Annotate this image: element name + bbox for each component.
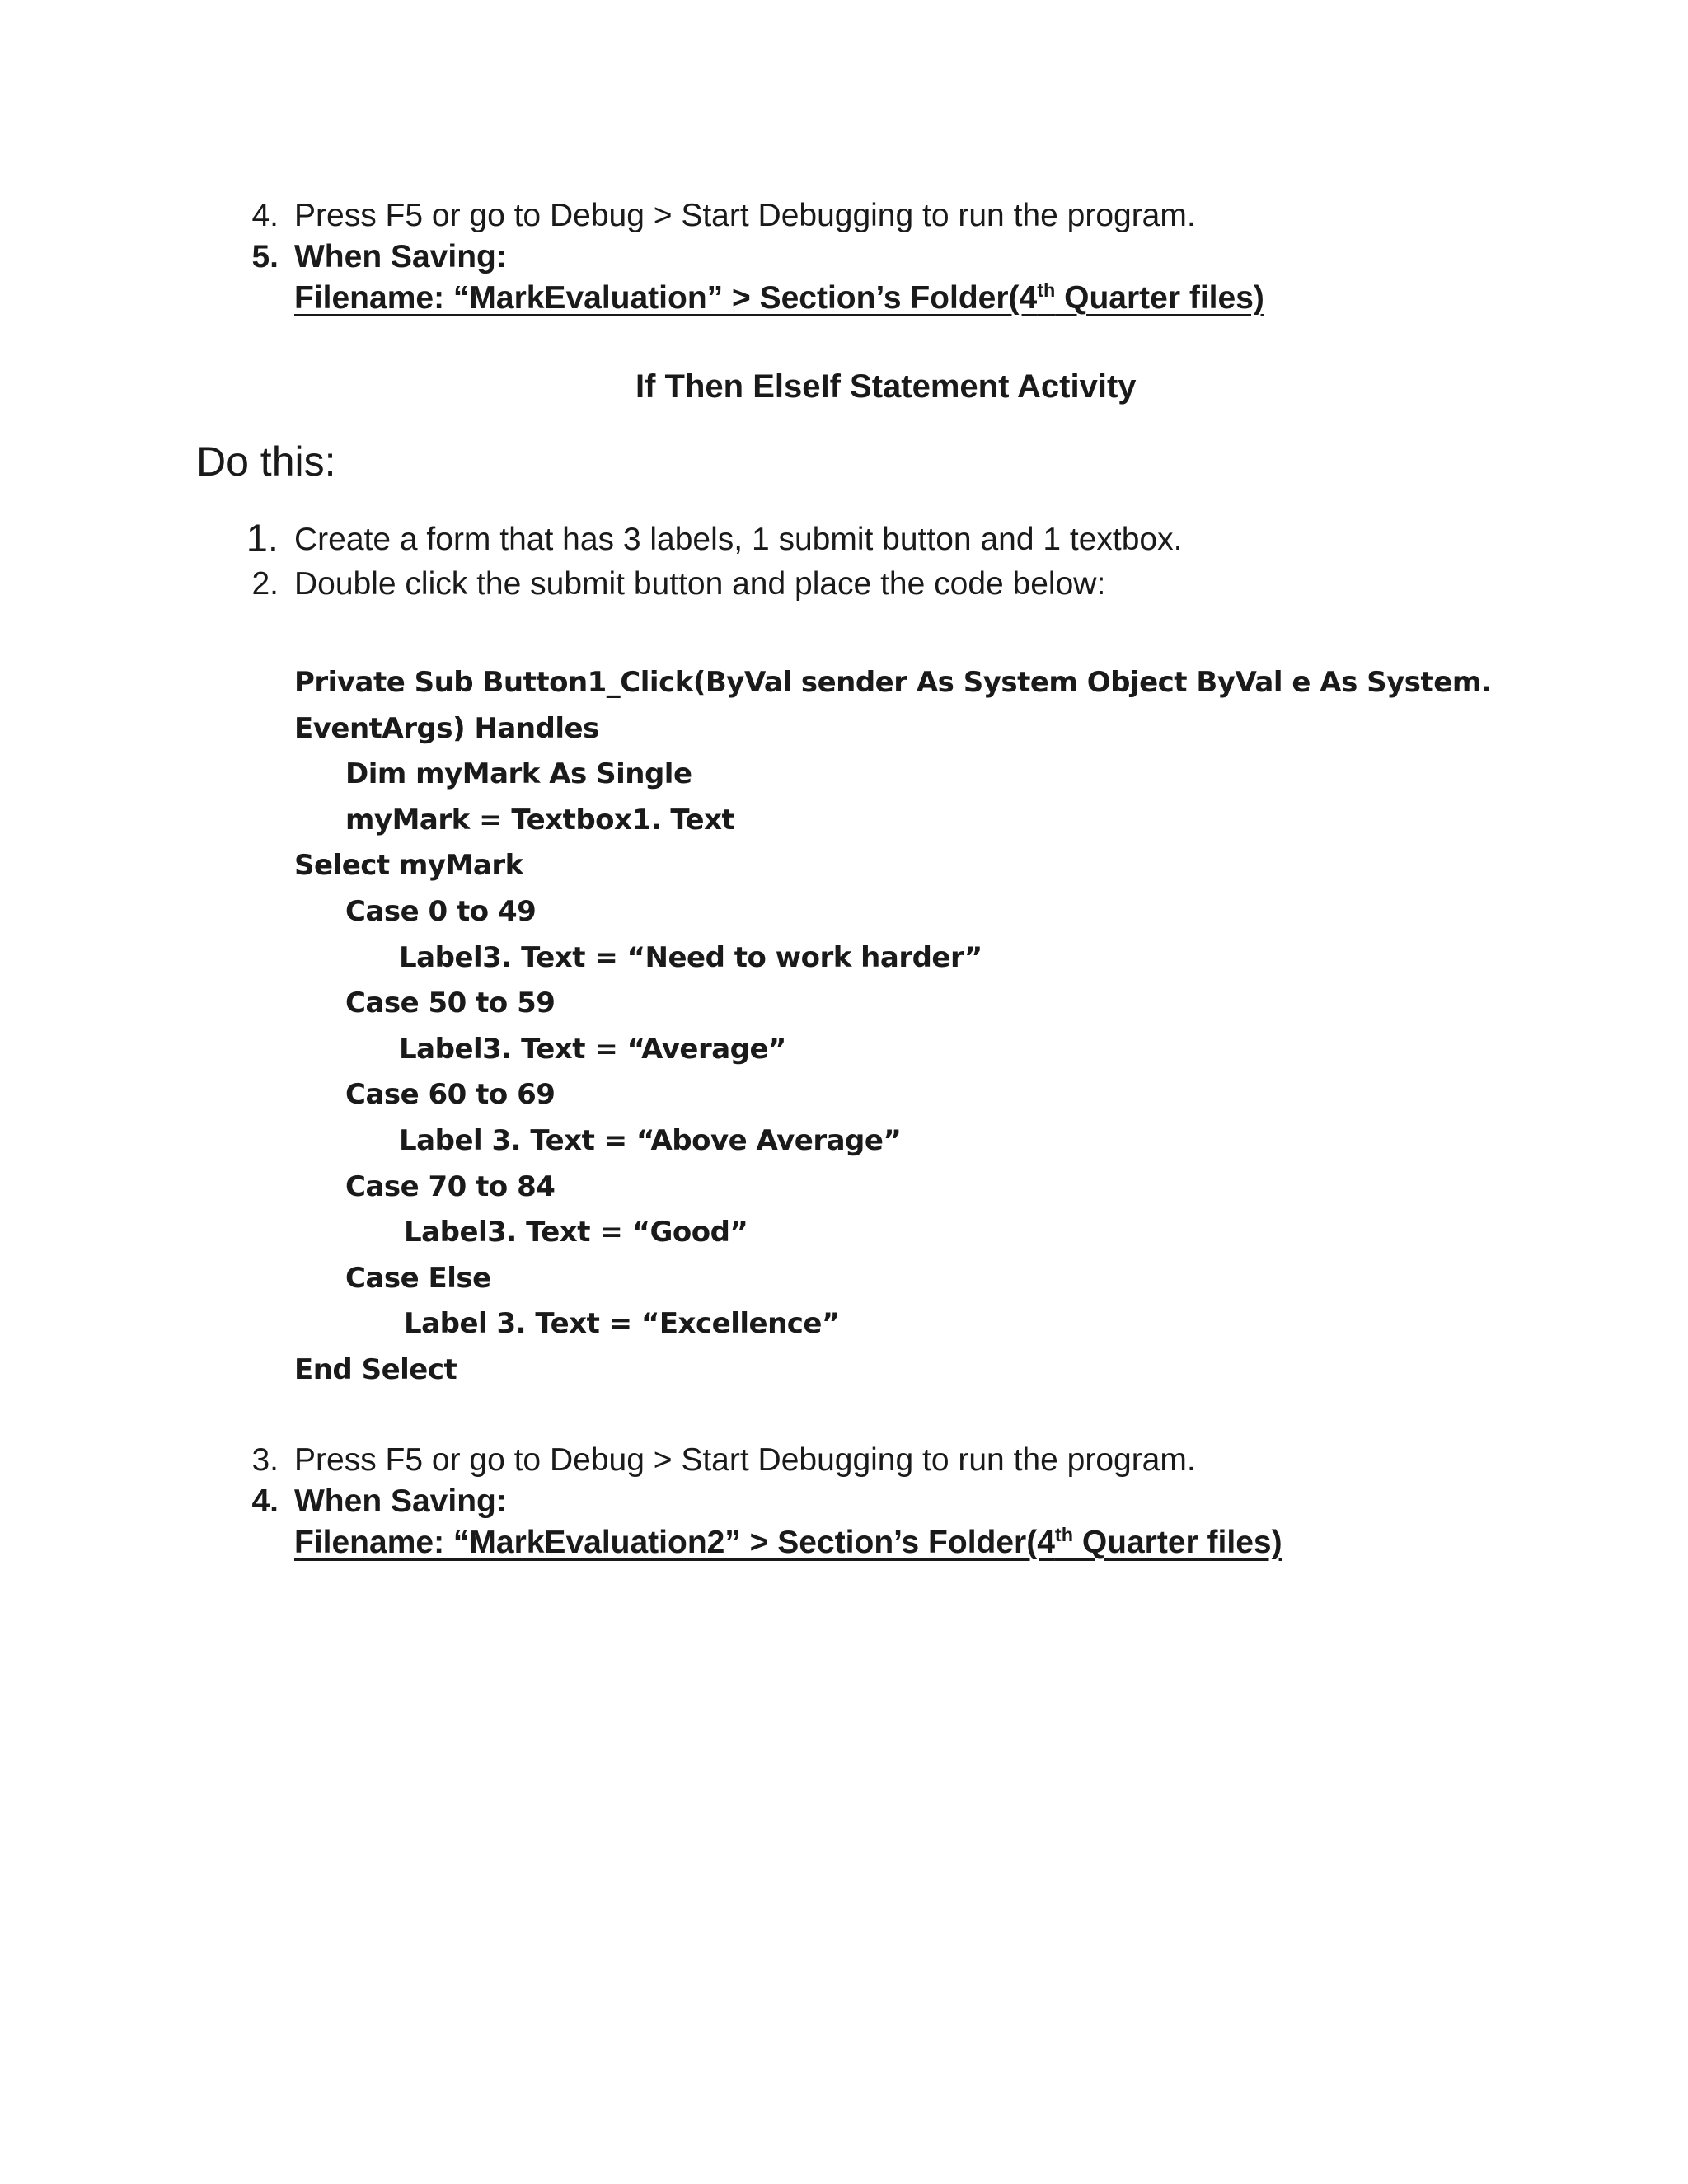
- code-line: Label 3. Text = “Excellence”: [404, 1307, 840, 1340]
- list-item-text: Create a form that has 3 labels, 1 submit button and 1 textbox.: [294, 522, 1183, 557]
- list-number: 2.: [251, 566, 279, 602]
- list-number: 5.: [251, 239, 279, 274]
- code-line: Dim myMark As Single: [345, 757, 692, 790]
- code-line: Label3. Text = “Average”: [399, 1033, 786, 1066]
- code-line: myMark = Textbox1. Text: [345, 804, 735, 837]
- top-filename: [294, 279, 1264, 318]
- list-item-text: Double click the submit button and place the code below:: [294, 566, 1106, 602]
- filename-suffix: Quarter files): [1072, 1525, 1282, 1560]
- do-this-label: Do this:: [196, 438, 336, 485]
- code-line: End Select: [294, 1353, 457, 1386]
- list-number: 1.: [246, 516, 279, 560]
- code-line: Case 0 to 49: [345, 895, 537, 928]
- list-item-text: Press F5 or go to Debug > Start Debugging to run the program.: [294, 198, 1196, 233]
- list-number: 4.: [251, 1483, 279, 1519]
- code-line: Case 60 to 69: [345, 1078, 556, 1111]
- code-line: Case 50 to 59: [345, 987, 556, 1019]
- filename-superscript: th: [1054, 1524, 1073, 1545]
- list-item-text: Press F5 or go to Debug > Start Debugging to run the program.: [294, 1442, 1196, 1478]
- code-line: Label3. Text = “Need to work harder”: [399, 941, 982, 974]
- code-line: Case 70 to 84: [345, 1170, 556, 1203]
- code-line: Select myMark: [294, 849, 523, 882]
- list-number: 3.: [251, 1442, 279, 1478]
- activity-heading: If Then ElseIf Statement Activity: [635, 368, 1137, 405]
- code-line: Label3. Text = “Good”: [404, 1216, 748, 1249]
- filename-superscript: th: [1037, 279, 1056, 301]
- bottom-filename: [294, 1523, 1282, 1563]
- code-line: Label 3. Text = “Above Average”: [399, 1124, 902, 1157]
- filename-prefix: Filename: “MarkEvaluation2” > Section’s Folder(4: [294, 1525, 1055, 1560]
- code-line: Private Sub Button1_Click(ByVal sender As System Object ByVal e As System.: [294, 666, 1492, 699]
- when-saving-label: When Saving:: [294, 239, 507, 274]
- filename-prefix: Filename: “MarkEvaluation” > Section’s Folder(4: [294, 280, 1038, 316]
- code-line: EventArgs) Handles: [294, 712, 599, 745]
- code-line: Case Else: [345, 1262, 491, 1295]
- filename-suffix: Quarter files): [1055, 280, 1264, 316]
- list-number: 4.: [251, 198, 279, 233]
- when-saving-label: When Saving:: [294, 1483, 507, 1519]
